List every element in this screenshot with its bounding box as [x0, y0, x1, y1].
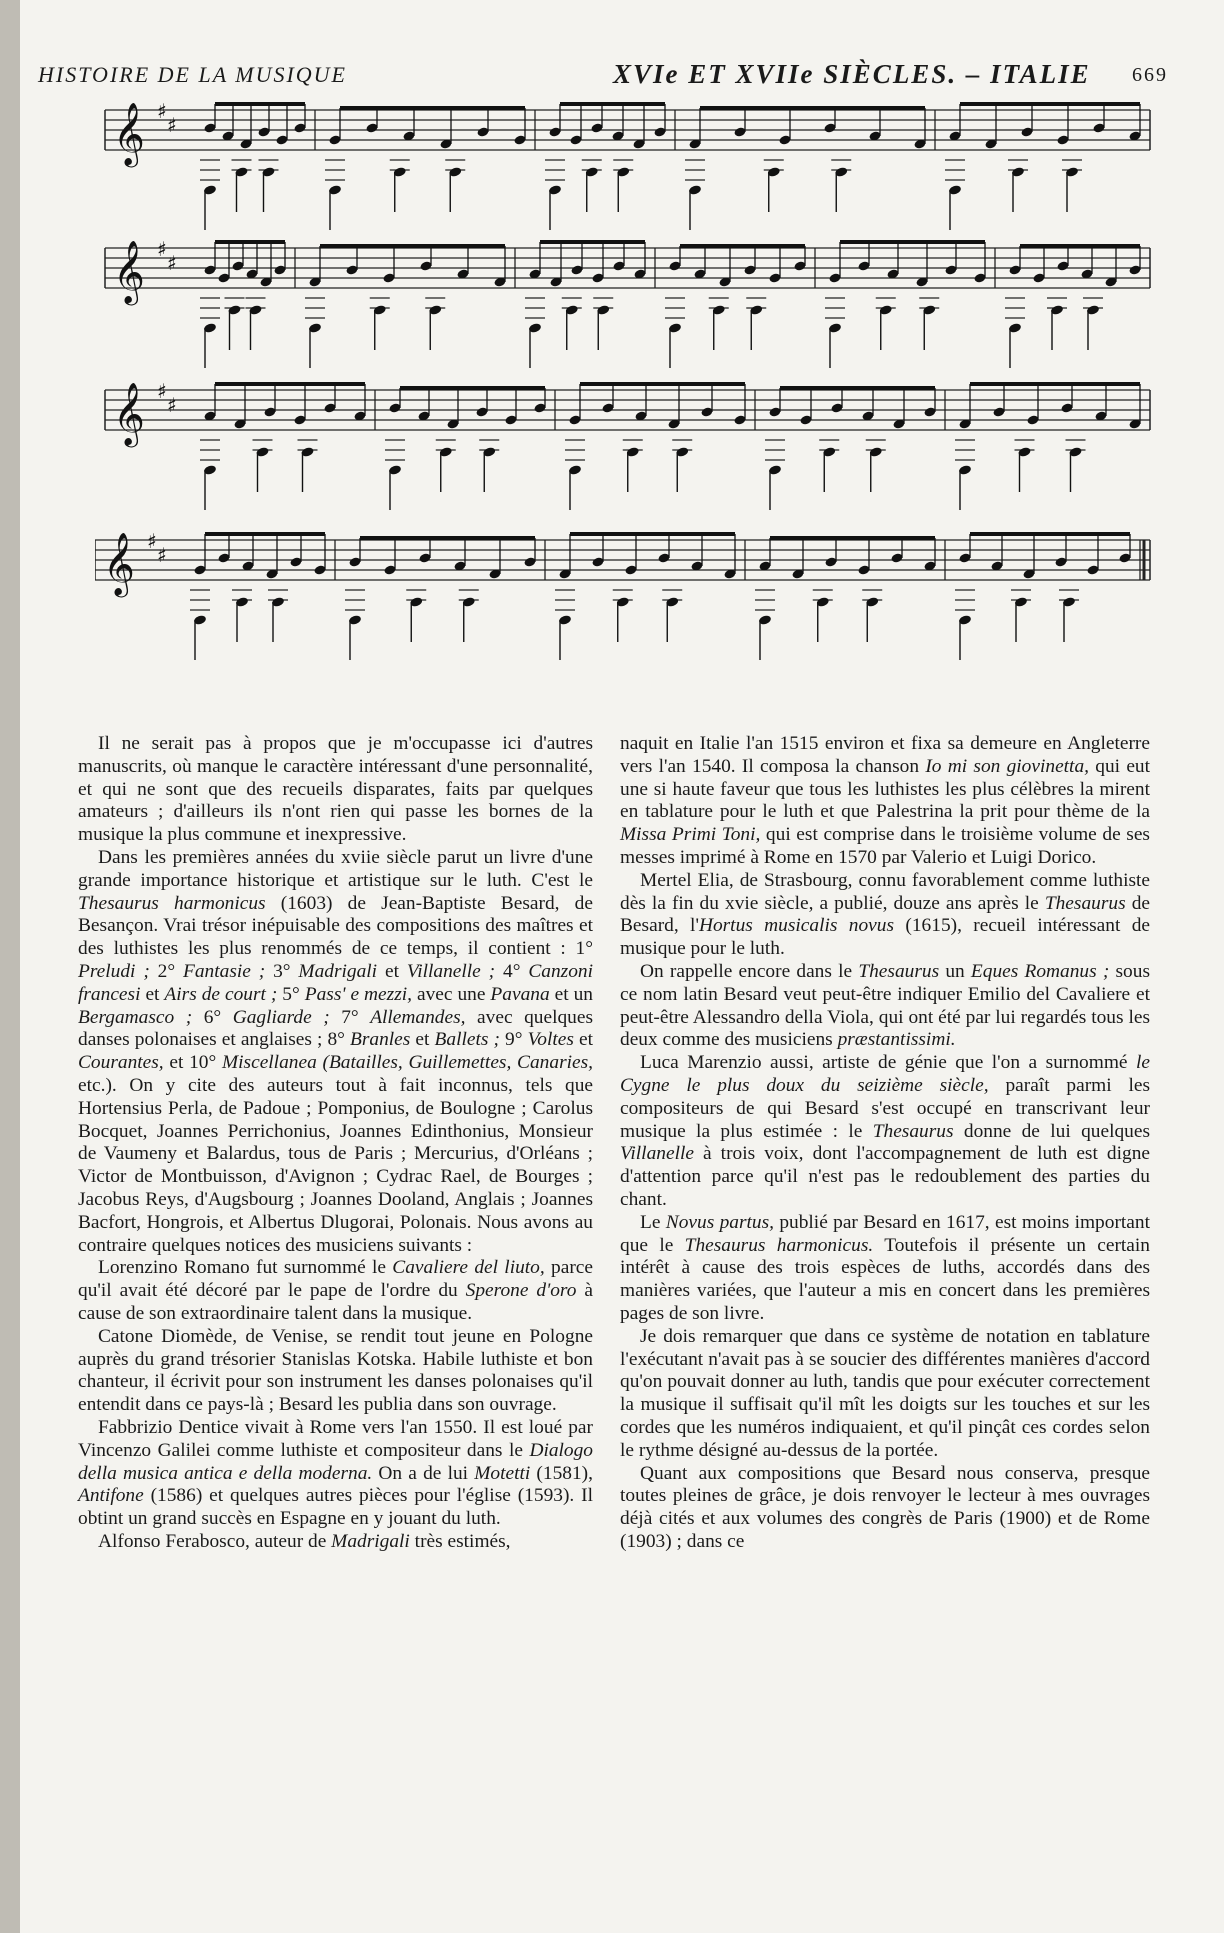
italic-text: Pavana [490, 983, 550, 1005]
text-run: publié par Besard en 1617, est moins important que le [620, 1211, 1150, 1256]
paragraph [78, 1326, 593, 1417]
paragraph [78, 1417, 593, 1531]
text-run: à trois voix, dont l'accompagnement de luth est digne d'attention parce qu'il n'est pas le redoublement des parties du chant. [620, 1143, 1150, 1210]
italic-text: Madrigali [298, 960, 378, 982]
text-run: à cause de son extraordinaire talent dans la musique. [78, 1280, 593, 1324]
text-run: 5° [277, 983, 305, 1005]
text-run: un [939, 960, 971, 982]
text-run: On a de lui [372, 1462, 475, 1484]
italic-text: Hortus musicalis novus [698, 915, 895, 937]
treble-clef: 𝄞 [113, 102, 145, 165]
text-run: Toutefois il présente un certain intérêt à cause des trois espèces de luths, accordés dans des manières variées, que l'auteur a mis en concert dans les premières pages de son livre. [620, 1234, 1150, 1324]
text-run: Quant aux compositions que Besard nous conserva, presque toutes pleines de grâce, je dois renvoyer le lecteur à mes ouvrages déjà cités et aux volumes des congrès de Paris (1900) et de Rome (1903) ; dans ce [620, 1462, 1150, 1552]
italic-text: Courantes, [78, 1052, 164, 1074]
italic-text: Thesaurus harmonicus. [684, 1234, 874, 1256]
paragraph [620, 961, 1150, 1052]
key-sharp: ♯ [167, 251, 177, 275]
italic-text: Io mi son giovinetta, [925, 755, 1089, 777]
key-sharp: ♯ [157, 100, 167, 123]
text-run: Il ne serait pas à propos que je m'occupasse ici d'autres manuscrits, où manque le caractère intéressant d'une personnalité, et qui ne sont que des recueils disparates, faits par quelques amateurs ; d'ailleurs ils n'ont rien qui passe les bornes de la musique la plus commune et inexpressive. [78, 733, 593, 846]
paragraph [78, 733, 593, 847]
paragraph [620, 1212, 1150, 1326]
left-column [78, 733, 593, 1554]
text-run: (1586) et quelques autres pièces pour l'église (1593). Il obtint un grand succès en Espagne en y jouant du luth. [78, 1485, 593, 1530]
text-run: 3° [265, 960, 299, 982]
key-sharp: ♯ [167, 113, 177, 137]
text-run: sous ce nom latin Besard veut peut-être indiquer Emilio del Cavaliere et peut-être Alessandro della Viola, qui ont été par lui regardés tous les deux comme des musiciens [620, 960, 1150, 1051]
text-run: etc.). On y cite des auteurs tout à fait inconnus, tels que Hortensius Perla, de Padoue ; Pomponius, de Boulogne ; Carolus Bocquet, Joannes Perrichonius, Joannes Edinthonius, Monsieur de Vaumeny et Balardus, tous de Paris ; Mercurius, d'Orléans ; Victor de Montbuisson, d'Avignon ; Cydrac Rael, de Bourges ; Jacobus Reys, d'Augsbourg ; Joannes Dooland, Anglais ; Joannes Bacfort, Hongrois, et Albertus Dlugorai, Polonais. Nous avons au contraire quelques notices des musiciens suivants : [78, 1074, 593, 1256]
text-run: (1603) de Jean-Baptiste Besard, de Besançon. Vrai trésor inépuisable des compositions des maîtres et des luthistes les plus renommés de ce temps, il contient : 1° [78, 892, 593, 960]
text-run: Le [640, 1211, 666, 1233]
italic-text: Airs de court ; [164, 983, 278, 1005]
text-run: qui eut une si haute faveur que tous les luthistes les plus célèbres la mirent en tablature pour le luth et que Palestrina la prit pour thème de la [620, 755, 1151, 823]
text-run: parce qu'il avait été décoré par le pape de l'ordre du [78, 1257, 593, 1302]
italic-text: Thesaurus [858, 960, 940, 982]
treble-clef: 𝄞 [103, 532, 135, 595]
paragraph [78, 1257, 593, 1325]
italic-text: Cavaliere del liuto, [392, 1257, 545, 1279]
musical-score [95, 100, 1170, 700]
text-run: Mertel Elia, de Strasbourg, connu favorablement comme luthiste dès la fin du xvie siècle, a publié, douze ans après le [620, 869, 1150, 914]
text-run: 4° [495, 960, 529, 982]
italic-text: Madrigali [331, 1530, 410, 1552]
italic-text: Villanelle [620, 1143, 694, 1165]
text-run: et 10° [163, 1052, 222, 1074]
text-run: Catone Diomède, de Venise, se rendit tout jeune en Pologne auprès du grand trésorier Stanislas Kotska. Habile luthiste et bon chanteur, il écrivit pour son instrument les danses polonaises qu'il entendit dans ce pays-là ; Besard les publia dans son ouvrage. [78, 1325, 593, 1416]
text-run: qui est comprise dans le troisième volume de ses messes imprimé à Rome en 1570 par Valerio et Luigi Dorico. [620, 824, 1150, 868]
header-section-title: XVIe ET XVIIe SIÈCLES. – ITALIE [613, 59, 1091, 89]
text-run: et [573, 1029, 593, 1051]
text-run: avec quelques danses polonaises et anglaises ; 8° [78, 1006, 594, 1051]
text-run: de Besard, l' [620, 892, 1151, 937]
italic-text: Dialogo della musica antica e della moderna. [78, 1439, 593, 1484]
text-run: Je dois remarquer que dans ce système de notation en tablature l'exécutant n'avait pas à se soucier des différentes manières d'accord qu'on pouvait donner au luth, tandis que pour exécuter correctement la musique il suffisait qu'il mît les doigts sur les touches et sur les cordes que les numéros indiquaient, et qu'il pinçât ces cordes selon le rythme désigné au-dessus de la portée. [620, 1325, 1150, 1461]
italic-text: le Cygne le plus doux du seizième siècle, [620, 1052, 1150, 1096]
treble-clef: 𝄞 [113, 240, 145, 303]
italic-text: Thesaurus [872, 1120, 954, 1142]
text-run: naquit en Italie l'an 1515 environ et fixa sa demeure en Angleterre vers l'an 1540. Il composa la chanson [620, 733, 1150, 777]
text-run: et [410, 1029, 435, 1051]
text-run: Alfonso Ferabosco, auteur de [98, 1530, 332, 1552]
text-run: (1581), [530, 1462, 593, 1484]
text-run: et [140, 983, 165, 1005]
text-run: 6° [192, 1006, 233, 1028]
paragraph [78, 847, 593, 1257]
running-header [38, 59, 1168, 96]
page-number: 669 [1132, 64, 1168, 86]
right-column [620, 733, 1150, 1554]
italic-text: Preludi ; [78, 960, 150, 982]
paragraph [78, 1531, 593, 1554]
key-sharp: ♯ [157, 543, 167, 567]
paragraph [620, 1052, 1150, 1212]
key-sharp: ♯ [167, 393, 177, 417]
italic-text: Sperone d'oro [465, 1280, 577, 1302]
text-run: 9° [499, 1029, 528, 1051]
italic-text: Eques Romanus ; [970, 960, 1110, 982]
text-run: donne de lui quelques [953, 1120, 1151, 1142]
text-run: Fabbrizio Dentice vivait à Rome vers l'an 1550. Il est loué par Vincenzo Galilei comme luthiste et compositeur dans le [78, 1416, 593, 1461]
score-staves [95, 100, 1170, 700]
italic-text: Voltes [527, 1029, 574, 1051]
italic-text: Miscellanea (Batailles, Guillemettes, Canaries, [222, 1052, 594, 1074]
italic-text: præstantissimi. [837, 1029, 956, 1051]
italic-text: Motetti [474, 1462, 531, 1484]
key-sharp: ♯ [157, 237, 167, 261]
italic-text: Pass' e mezzi, [304, 983, 412, 1005]
italic-text: Thesaurus harmonicus [78, 892, 266, 914]
text-run: (1615), recueil intéressant de musique pour le luth. [620, 915, 1150, 960]
header-book-title: HISTOIRE DE LA MUSIQUE [38, 62, 347, 87]
italic-text: Bergamasco ; [78, 1006, 193, 1028]
italic-text: Ballets ; [434, 1029, 500, 1051]
treble-clef: 𝄞 [113, 382, 145, 445]
paragraph [620, 870, 1150, 961]
italic-text: Canzoni francesi [78, 960, 593, 1005]
paragraph [620, 1326, 1150, 1463]
paragraph [620, 1463, 1150, 1554]
key-sharp: ♯ [157, 379, 167, 403]
text-run: 7° [329, 1006, 371, 1028]
italic-text: Allemandes, [370, 1006, 466, 1028]
italic-text: Fantasie ; [183, 960, 266, 982]
text-run: Dans les premières années du xviie siècle parut un livre d'une grande importance historique et artistique sur le luth. C'est le [78, 846, 593, 891]
page-binding-edge [0, 0, 20, 1933]
italic-text: Novus partus, [665, 1211, 774, 1233]
italic-text: Antifone [78, 1485, 144, 1507]
italic-text: Thesaurus [1044, 892, 1126, 914]
text-run: On rappelle encore dans le [640, 960, 859, 982]
italic-text: Branles [350, 1029, 411, 1051]
key-sharp: ♯ [147, 529, 157, 553]
text-run: avec une [412, 983, 491, 1005]
italic-text: Missa Primi Toni, [620, 824, 761, 846]
text-run: Lorenzino Romano fut surnommé le [98, 1257, 393, 1279]
text-run: et un [549, 983, 593, 1005]
text-run: Luca Marenzio aussi, artiste de génie que l'on a surnommé [640, 1052, 1136, 1074]
text-run: très estimés, [409, 1530, 511, 1552]
italic-text: Villanelle ; [406, 960, 496, 982]
text-run: paraît parmi les compositeurs de qui Besard s'est occupé en transcrivant leur musique la plus estimée : le [620, 1074, 1151, 1142]
text-run: 2° [149, 960, 183, 982]
text-run: et [377, 960, 407, 982]
italic-text: Gagliarde ; [232, 1006, 330, 1028]
paragraph [620, 733, 1150, 870]
